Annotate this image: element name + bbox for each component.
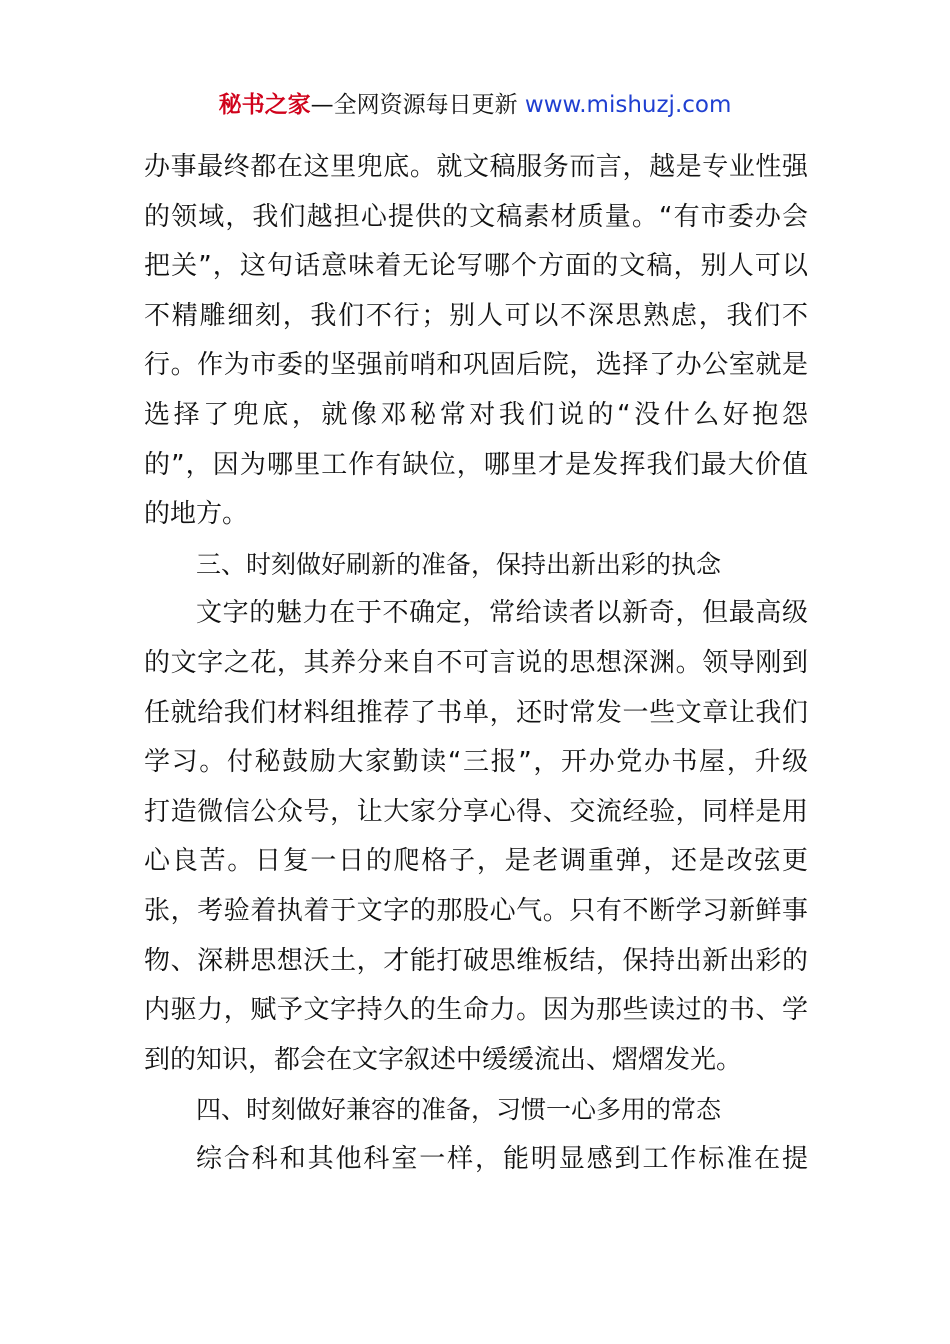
text-line: 办事最终都在这里兜底。就文稿服务而言，越是专业性强 <box>144 152 808 182</box>
site-brand: 秘书之家 <box>218 92 311 118</box>
text-line: 内驱力，赋予文字持久的生命力。因为那些读过的书、学 <box>144 995 808 1026</box>
text-line: 选择了兜底，就像邓秘常对我们说的“没什么好抱怨 <box>144 399 808 430</box>
text-line: 不精雕细刻，我们不行；别人可以不深思熟虑，我们不 <box>144 300 808 331</box>
text-line: 张，考验着执着于文字的那股心气。只有不断学习新鲜事 <box>144 895 808 926</box>
text-line: 的领域，我们越担心提供的文稿素材质量。“有市委办会 <box>144 201 808 232</box>
text-line: 行。作为市委的坚强前哨和巩固后院，选择了办公室就是 <box>144 350 808 381</box>
text-line: 文字的魅力在于不确定，常给读者以新奇，但最高级 <box>196 598 808 629</box>
text-line: 学习。付秘鼓励大家勤读“三报”，开办党办书屋，升级 <box>144 747 808 778</box>
text-line: 把关”，这句话意味着无论写哪个方面的文稿，别人可以 <box>144 251 808 282</box>
text-line: 到的知识，都会在文字叙述中缓缓流出、熠熠发光。 <box>144 1044 743 1075</box>
section-heading: 三、时刻做好刷新的准备，保持出新出彩的执念 <box>196 549 722 579</box>
page-header <box>0 88 950 122</box>
text-line: 的地方。 <box>144 499 249 530</box>
text-line: 综合科和其他科室一样，能明显感到工作标准在提 <box>196 1143 808 1174</box>
site-url-link[interactable]: www.mishuzj.com <box>524 92 732 118</box>
text-line: 物、深耕思想沃土，才能打破思维板结，保持出新出彩的 <box>144 945 808 976</box>
document-body <box>144 143 808 1184</box>
text-line: 打造微信公众号，让大家分享心得、交流经验，同样是用 <box>144 796 808 827</box>
section-heading: 四、时刻做好兼容的准备，习惯一心多用的常态 <box>196 1095 722 1125</box>
text-line: 心良苦。日复一日的爬格子，是老调重弹，还是改弦更 <box>144 846 808 877</box>
site-tagline: —全网资源每日更新 <box>310 92 518 118</box>
text-line: 的”，因为哪里工作有缺位，哪里才是发挥我们最大价值 <box>144 449 808 480</box>
text-line: 任就给我们材料组推荐了书单，还时常发一些文章让我们 <box>144 697 808 728</box>
text-line: 的文字之花，其养分来自不可言说的思想深渊。领导刚到 <box>144 647 808 678</box>
